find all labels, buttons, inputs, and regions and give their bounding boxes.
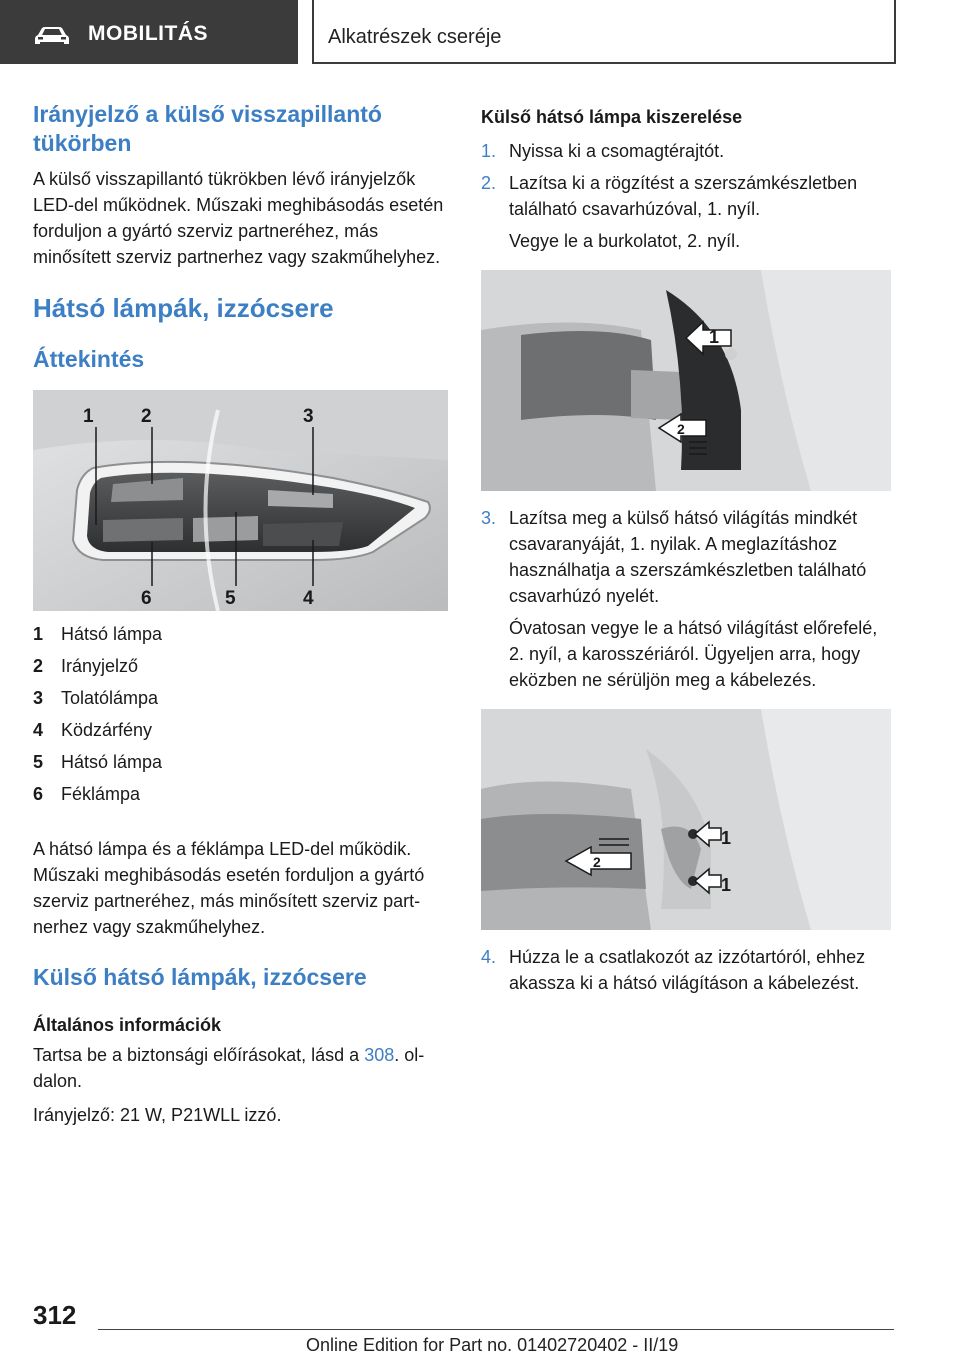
footer-edition: Online Edition for Part no. 01402720402 - II/19 [306, 1335, 679, 1355]
figure-legend [33, 618, 449, 810]
figure-label-4: 4 [303, 588, 314, 609]
figure-label-1b: 1 [721, 875, 732, 895]
page-header [0, 0, 960, 66]
step-2: 2. Lazítsa ki a rögzítést a szerszámkészletben található csavarhúzóval, 1. nyíl. [481, 173, 858, 219]
heading-overview: Áttekintés [33, 346, 145, 372]
figure-label-2: 2 [677, 421, 685, 437]
figure-label-1: 1 [709, 327, 720, 347]
figure-label-1a: 1 [721, 828, 732, 848]
footer-divider [98, 1329, 894, 1330]
paragraph-mirror-indicator: A külső visszapillantó tükrökben lévő irányjelzők LED-del működnek. Műszaki meghibásodás esetén forduljon a gyártó szerviz partneréhez, más minősített szerviz partnerhez vagy szakműhelyhez. [33, 169, 444, 267]
legend-item: 3 Tolatólámpa [33, 688, 159, 708]
lamp-removal-figure [481, 709, 891, 930]
heading-outer-rear-lamps: Külső hátsó lámpák, izzócsere [33, 964, 367, 990]
legend-item: 2 Irányjelző [33, 656, 139, 676]
legend-item: 4 Ködzárfény [33, 720, 153, 740]
legend-item: 6 Féklámpa [33, 784, 141, 804]
cover-removal-illustration [481, 270, 891, 491]
step-2-sub: Vegye le a burkolatot, 2. nyíl. [509, 231, 741, 251]
heading-mirror-indicator: Irányjelző a külső visszapillantó tükörben [33, 101, 382, 156]
legend-item: 1 Hátsó lámpa [33, 624, 163, 644]
heading-removal: Külső hátsó lámpa kiszerelése [481, 107, 743, 127]
lamp-removal-illustration [481, 709, 891, 930]
legend-item: 5 Hátsó lámpa [33, 752, 163, 772]
figure-label-1: 1 [83, 406, 94, 427]
step-4: 4. Húzza le a csatlakozót az izzótartóról, ehhez akassza ki a hátsó világításon a kábelezést. [481, 947, 866, 993]
left-column [33, 100, 449, 1128]
figure-label-5: 5 [225, 588, 236, 609]
paragraph-bulb: Irányjelző: 21 W, P21WLL izzó. [33, 1105, 282, 1125]
page-link[interactable]: 308 [364, 1045, 395, 1065]
figure-label-6: 6 [141, 588, 152, 609]
section-label: MOBILITÁS [88, 22, 208, 45]
page-title-tab [312, 0, 896, 64]
taillight-overview-figure [33, 390, 448, 611]
car-icon [34, 26, 70, 46]
paragraph-safety: Tartsa be a biztonsági előírásokat, lásd a 308. oldalon. [33, 1045, 425, 1091]
section-tab [0, 0, 298, 64]
steps-list [481, 138, 893, 996]
paragraph-led: A hátsó lámpa és a féklámpa LED-del működik. Műszaki meghibásodás esetén forduljon a gyártó szerviz partneréhez, más minősített szerviz partnerhez vagy szakműhelyhez. [33, 839, 425, 937]
right-column [481, 100, 893, 996]
cover-removal-figure [481, 270, 891, 491]
subheading-general: Általános információk [33, 1015, 222, 1035]
heading-rear-lamps: Hátsó lámpák, izzócsere [33, 293, 334, 323]
step-3: 3. Lazítsa meg a külső hátsó világítás mindkét csavaranyáját, 1. nyilak. A meglazításhoz használhatja a szerszámkészletben található csavarhúzó nyelét. [481, 508, 867, 606]
figure-label-2: 2 [593, 854, 601, 870]
page-number: 312 [33, 1300, 77, 1330]
step-1: 1. Nyissa ki a csomagtérajtót. [481, 141, 725, 161]
figure-label-2: 2 [141, 406, 152, 427]
figure-label-3: 3 [303, 406, 314, 427]
page-title: Alkatrészek cseréje [328, 26, 502, 48]
taillight-illustration [33, 390, 448, 611]
step-3-sub: Óvatosan vegye le a hátsó világítást előrefelé, 2. nyíl, a karosszériáról. Ügyeljen arra, hogy eközben ne sérüljön meg a kábelezés. [509, 618, 878, 690]
